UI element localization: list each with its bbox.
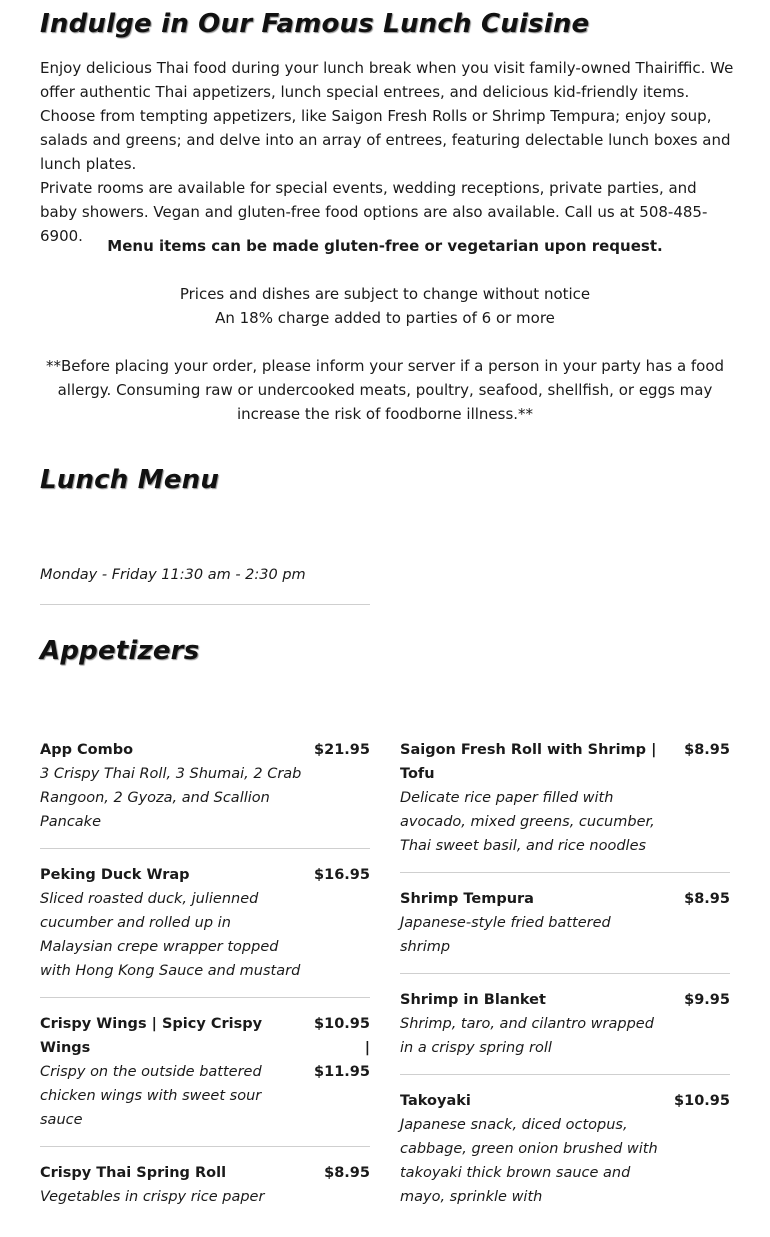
menu-item-description: Japanese-style fried battered shrimp [400,915,611,955]
menu-item-price: $10.95 | $11.95 [314,1016,370,1080]
menu-item-price: $8.95 [324,1165,370,1181]
menu-item-description: Shrimp, taro, and cilantro wrapped in a crispy spring roll [400,1016,654,1056]
appetizers-heading: Appetizers [40,636,200,666]
menu-item-name: App Combo [40,742,134,758]
menu-item-name: Crispy Thai Spring Roll [40,1165,227,1181]
price-note-1: Prices and dishes are subject to change without notice [179,285,591,303]
menu-item-description: Japanese snack, diced octopus, cabbage, green onion brushed with takoyaki thick brown sauce and mayo, sprinkle with [400,1117,658,1205]
menu-item [400,738,730,873]
lunch-hours: Monday - Friday 11:30 am - 2:30 pm [40,567,306,583]
price-notes [40,282,730,330]
gluten-free-note: Menu items can be made gluten-free or vegetarian upon request. [107,237,663,255]
menu-item-price: $8.95 [684,891,730,907]
menu-item [400,1089,730,1223]
menu-item [40,1012,370,1147]
menu-item-name: Takoyaki [400,1093,471,1109]
menu-item-name: Shrimp Tempura [400,891,534,907]
menu-item-price: $16.95 [314,867,370,883]
menu-item-price: $9.95 [684,992,730,1008]
menu-item-price: $10.95 [674,1093,730,1109]
menu-item-price: $21.95 [314,742,370,758]
menu-item [40,1161,370,1223]
menu-item-description: Delicate rice paper filled with avocado, mixed greens, cucumber, Thai sweet basil, and rice noodles [400,790,655,854]
menu-item-name: Saigon Fresh Roll with Shrimp | Tofu [400,742,657,782]
page-title: Indulge in Our Famous Lunch Cuisine [40,9,590,39]
menu-item [40,863,370,998]
menu-item [400,887,730,974]
appetizers-left-column [40,738,370,1237]
price-note-2: An 18% charge added to parties of 6 or more [215,309,555,327]
menu-item-price: $8.95 [684,742,730,758]
intro-paragraph-2: Private rooms are available for special events, wedding receptions, private parties, and baby showers. Vegan and gluten-free food options are also available. Call us at 508-485-6900. [40,179,708,245]
menu-item-name: Shrimp in Blanket [400,992,546,1008]
lunch-menu-heading: Lunch Menu [40,465,220,495]
intro-paragraph-1: Enjoy delicious Thai food during your lunch break when you visit family-owned Thairiffic. We offer authentic Thai appetizers, lunch special entrees, and delicious kid-friendly items. Choose from tempting appetizers, like Saigon Fresh Rolls or Shrimp Tempura; enjoy soup, salads and greens; and delve into an array of entrees, featuring delectable lunch boxes and lunch plates. [40,59,734,173]
divider [40,604,370,605]
menu-item-name: Peking Duck Wrap [40,867,190,883]
menu-item-description: Vegetables in crispy rice paper [40,1189,265,1205]
menu-item-description: Sliced roasted duck, julienned cucumber and rolled up in Malaysian crepe wrapper topped with Hong Kong Sauce and mustard [40,891,301,979]
menu-item [400,988,730,1075]
appetizers-right-column [400,738,730,1237]
allergy-note: **Before placing your order, please inform your server if a person in your party has a food allergy. Consuming raw or undercooked meats, poultry, seafood, shellfish, or eggs may increase the risk of foodborne illness.** [45,357,725,423]
menu-item [40,738,370,849]
menu-item-name: Crispy Wings | Spicy Crispy Wings [40,1016,263,1056]
menu-item-description: 3 Crispy Thai Roll, 3 Shumai, 2 Crab Rangoon, 2 Gyoza, and Scallion Pancake [40,766,302,830]
menu-item-description: Crispy on the outside battered chicken wings with sweet sour sauce [40,1064,262,1128]
